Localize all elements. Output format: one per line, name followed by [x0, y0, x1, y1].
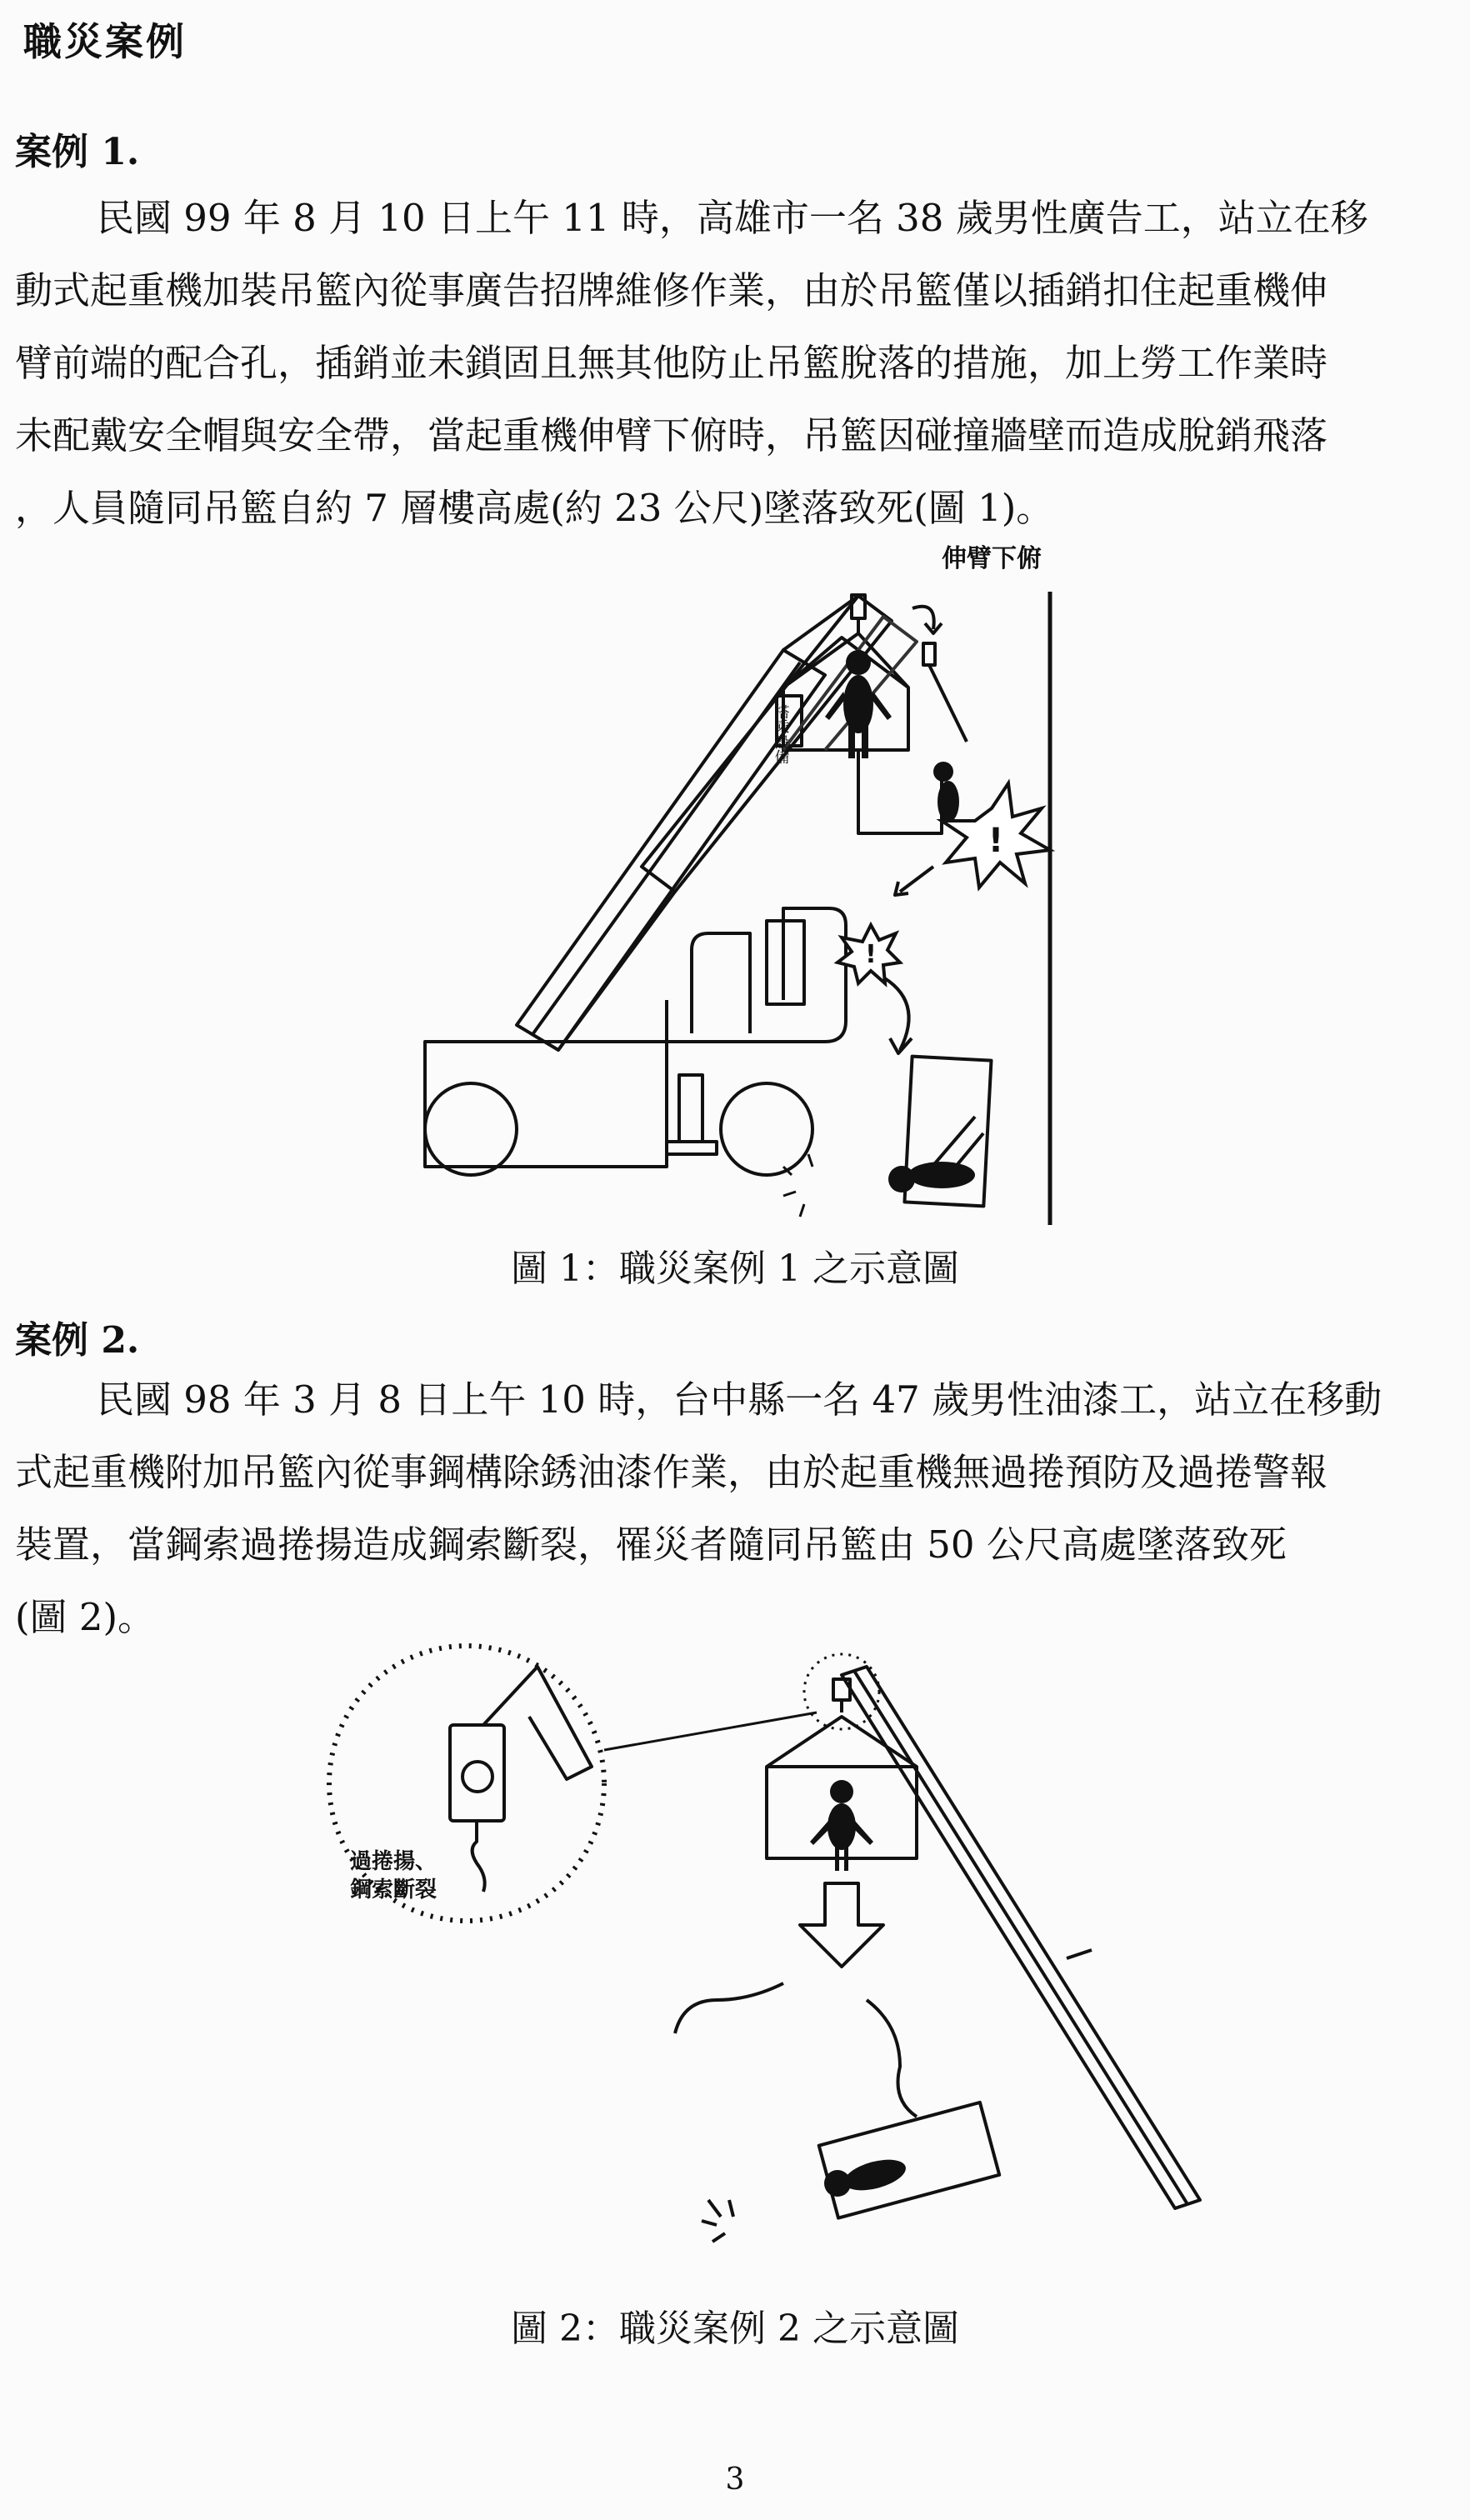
truck-wheel-left: [425, 1083, 517, 1175]
figure-1-caption: 圖 1：職災案例 1 之示意圖: [511, 1248, 959, 1290]
case1-title: 案例 1.: [15, 131, 140, 173]
warning-text-small: !: [865, 940, 877, 969]
case1-line-5: ，人員隨同吊籃自約 7 層樓高處(約 23 公尺)墜落致死(圖 1)。: [15, 486, 1054, 530]
truck-wheel-right: [721, 1083, 812, 1175]
case2-line-3: 裝置，當鋼索過捲揚造成鋼索斷裂，罹災者隨同吊籃由 50 公尺高處墜落致死: [15, 1522, 1287, 1567]
truck-body: [425, 1042, 667, 1167]
case1-line-2: 動式起重機加裝吊籃內從事廣告招牌維修作業，由於吊籃僅以插銷扣住起重機伸: [15, 268, 1328, 312]
sign-label: 搭乘設備: [772, 704, 790, 764]
case1-line-1: 民國 99 年 8 月 10 日上午 11 時，高雄市一名 38 歲男性廣告工，站立在移: [97, 196, 1368, 240]
case2-title: 案例 2.: [15, 1319, 140, 1362]
basket-fallen: [819, 2102, 999, 2218]
case1-line-4: 未配戴安全帽與安全帶，當起重機伸臂下俯時，吊籃因碰撞牆壁而造成脫銷飛落: [15, 413, 1328, 458]
case1-paragraph: [15, 182, 1452, 544]
outrigger: [679, 1075, 702, 1142]
case1-line-3: 臂前端的配合孔，插銷並未鎖固且無其他防止吊籃脫落的措施，加上勞工作業時: [15, 341, 1328, 385]
section-title: 職災案例: [23, 19, 187, 64]
worker-figure: [825, 650, 975, 1192]
case2-line-4: (圖 2)。: [15, 1595, 156, 1639]
warning-text-large: !: [988, 822, 1004, 860]
detail-label-line2: 鋼索斷裂: [350, 1878, 438, 1902]
case2-line-2: 式起重機附加吊籃內從事鋼構除銹油漆作業，由於起重機無過捲預防及過捲警報: [15, 1450, 1328, 1494]
case2-paragraph: [15, 1363, 1452, 1653]
figure-1-illustration: [392, 533, 1075, 1225]
falling-arrow: [800, 1883, 883, 1967]
detail-label-line1: 過捲揚、: [350, 1849, 438, 1874]
page-number: 3: [725, 2462, 745, 2497]
figure-2-illustration: [317, 1633, 1217, 2283]
detail-winch: [450, 1725, 504, 1821]
case2-line-1: 民國 98 年 3 月 8 日上午 10 時，台中縣一名 47 歲男性油漆工，站立在移動: [97, 1378, 1382, 1422]
boom-lowering-label: 伸臂下俯: [942, 544, 1042, 573]
figure-2-caption: 圖 2：職災案例 2 之示意圖: [511, 2308, 959, 2350]
